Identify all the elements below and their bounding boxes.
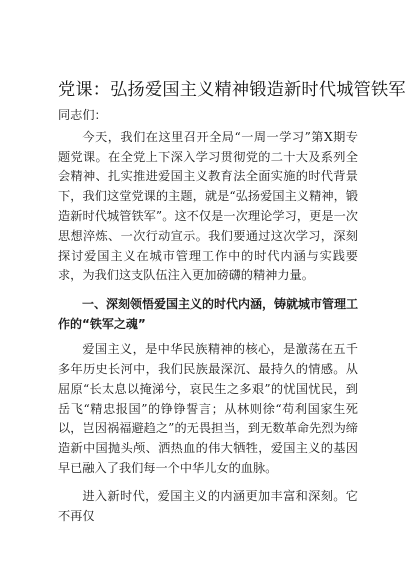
document-title: 党课：弘扬爱国主义精神锻造新时代城管铁军 [58, 80, 406, 100]
document-body [58, 106, 358, 526]
paragraph-intro: 今天，我们在这里召开全局“一周一学习”第X期专题党课。在全党上下深入学习贯彻党的二十大及系列全会精神、扎实推进爱国主义教育法全面实施的时代背景下，我们这堂党课的主题，就是“弘扬爱国主义精神，锻造新时代城管铁军”。这不仅是一次理论学习，更是一次思想淬炼、一次行动宣示。我们要通过这次学习，深刻探讨爱国主义在城市管理工作中的时代内涵与实践要求，为我们这支队伍注入更加磅礴的精神力量。 [58, 129, 358, 283]
paragraph-new-era: 进入新时代，爱国主义的内涵更加丰富和深刻。它不再仅 [58, 488, 358, 523]
paragraph-patriotism: 爱国主义，是中华民族精神的核心，是激荡在五千多年历史长河中，我们民族最深沉、最持久的情感。从屈原“长太息以掩涕兮，哀民生之多艰”的忧国忧民，到岳飞“精忠报国”的铮铮誓言；从林则徐“苟利国家生死以，岂因祸福避趋之”的无畏担当，到无数革命先烈为缔造新中国抛头颅、洒热血的伟大牺牲，爱国主义的基因早已融入了我们每一个中华儿女的血脉。 [58, 342, 358, 475]
section-heading: 一、深刻领悟爱国主义的时代内涵，铸就城市管理工作的“铁军之魂” [58, 297, 359, 332]
greeting: 同志们： [58, 108, 107, 122]
